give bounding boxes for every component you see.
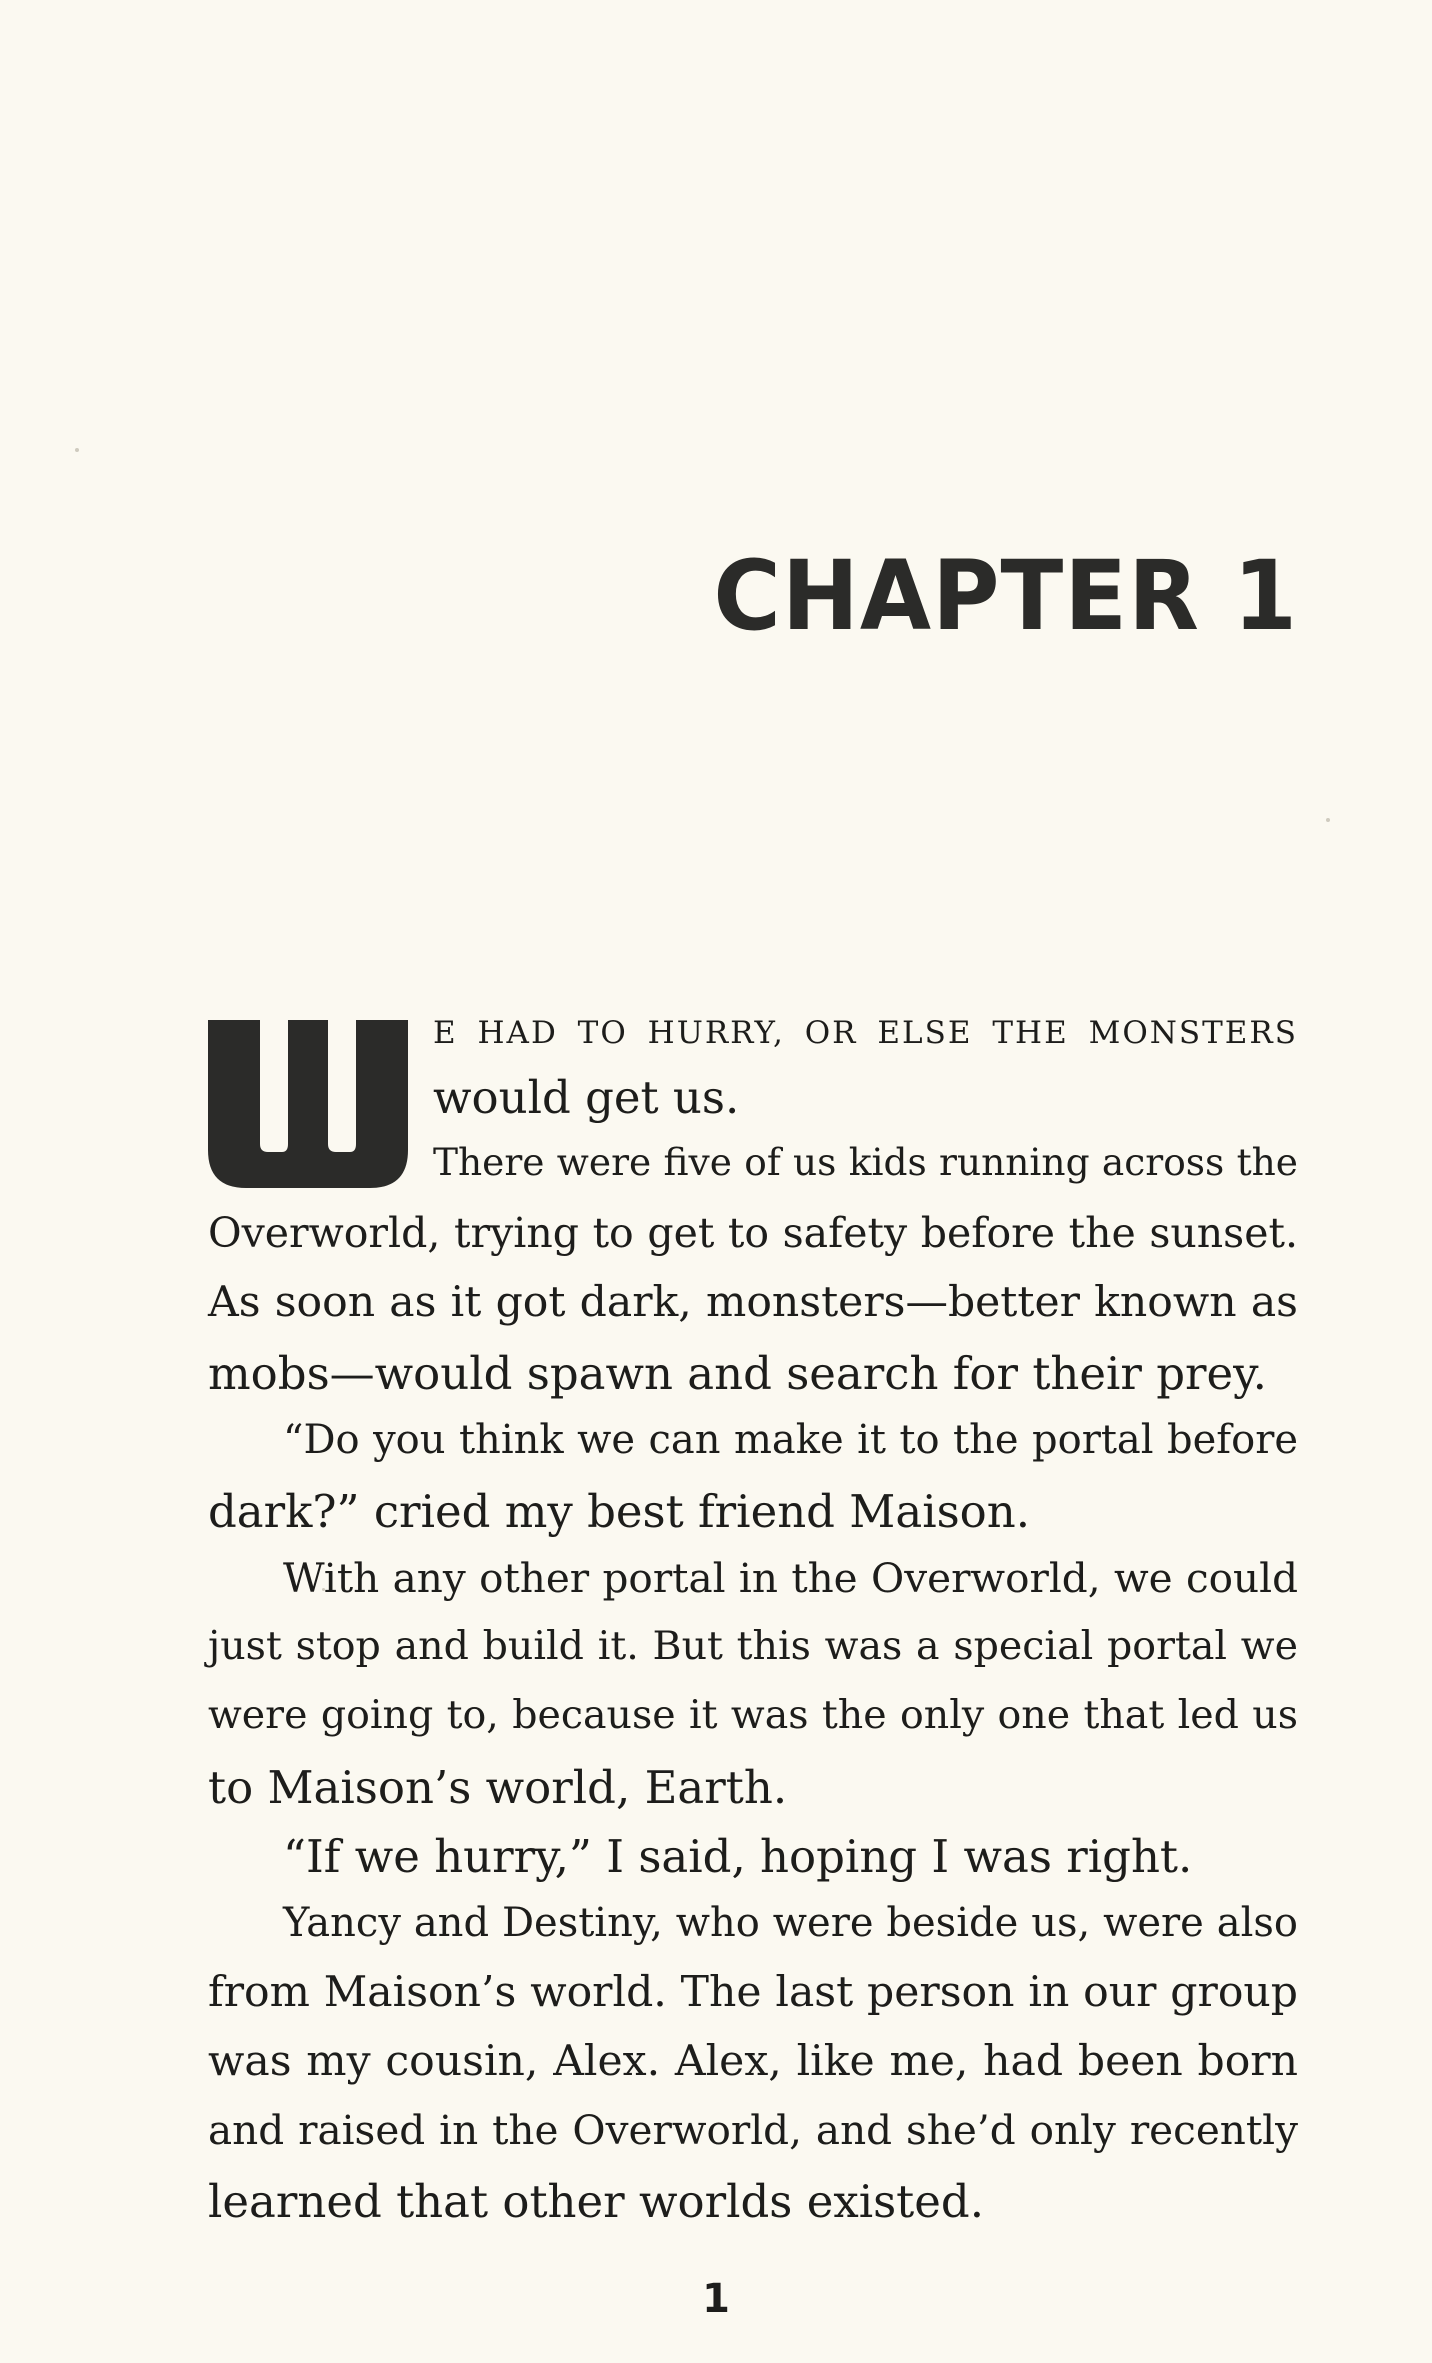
body-line-15: from Maison’s world. The last person in our group	[208, 1968, 1298, 2017]
page-number: 1	[702, 2276, 730, 2322]
body-line-7: “Do you think we can make it to the portal before	[283, 1417, 1298, 1463]
body-line-3: There were five of us kids running across the	[433, 1140, 1298, 1184]
body-line-6: mobs—would spawn and search for their prey.	[208, 1347, 1267, 1400]
body-line-13: “If we hurry,” I said, hoping I was right.	[283, 1830, 1193, 1883]
body-line-14: Yancy and Destiny, who were beside us, were also	[283, 1900, 1298, 1946]
body-line-18: learned that other worlds existed.	[208, 2175, 985, 2228]
body-line-17: and raised in the Overworld, and she’d only recently	[208, 2106, 1298, 2154]
body-line-9: With any other portal in the Overworld, we could	[283, 1554, 1298, 1602]
body-line-5: As soon as it got dark, monsters—better known as	[208, 1278, 1298, 1327]
body-line-8: dark?” cried my best friend Maison.	[208, 1485, 1031, 1538]
body-line-16: was my cousin, Alex. Alex, like me, had been born	[208, 2037, 1298, 2086]
body-line-12: to Maison’s world, Earth.	[208, 1761, 788, 1814]
paper-speck	[75, 448, 79, 452]
body-line-2: would get us.	[433, 1071, 740, 1124]
drop-cap-shape	[208, 1020, 408, 1188]
drop-cap-letter	[208, 1012, 408, 1188]
body-line-10: just stop and build it. But this was a special portal we	[208, 1623, 1298, 1669]
body-line-1: E HAD TO HURRY, OR ELSE THE MONSTERS	[433, 1015, 1298, 1051]
chapter-title: CHAPTER 1	[713, 539, 1298, 652]
paper-speck	[1326, 818, 1330, 822]
body-line-11: were going to, because it was the only one that led us	[208, 1692, 1298, 1738]
body-line-4: Overworld, trying to get to safety before the sunset.	[208, 1209, 1298, 1257]
